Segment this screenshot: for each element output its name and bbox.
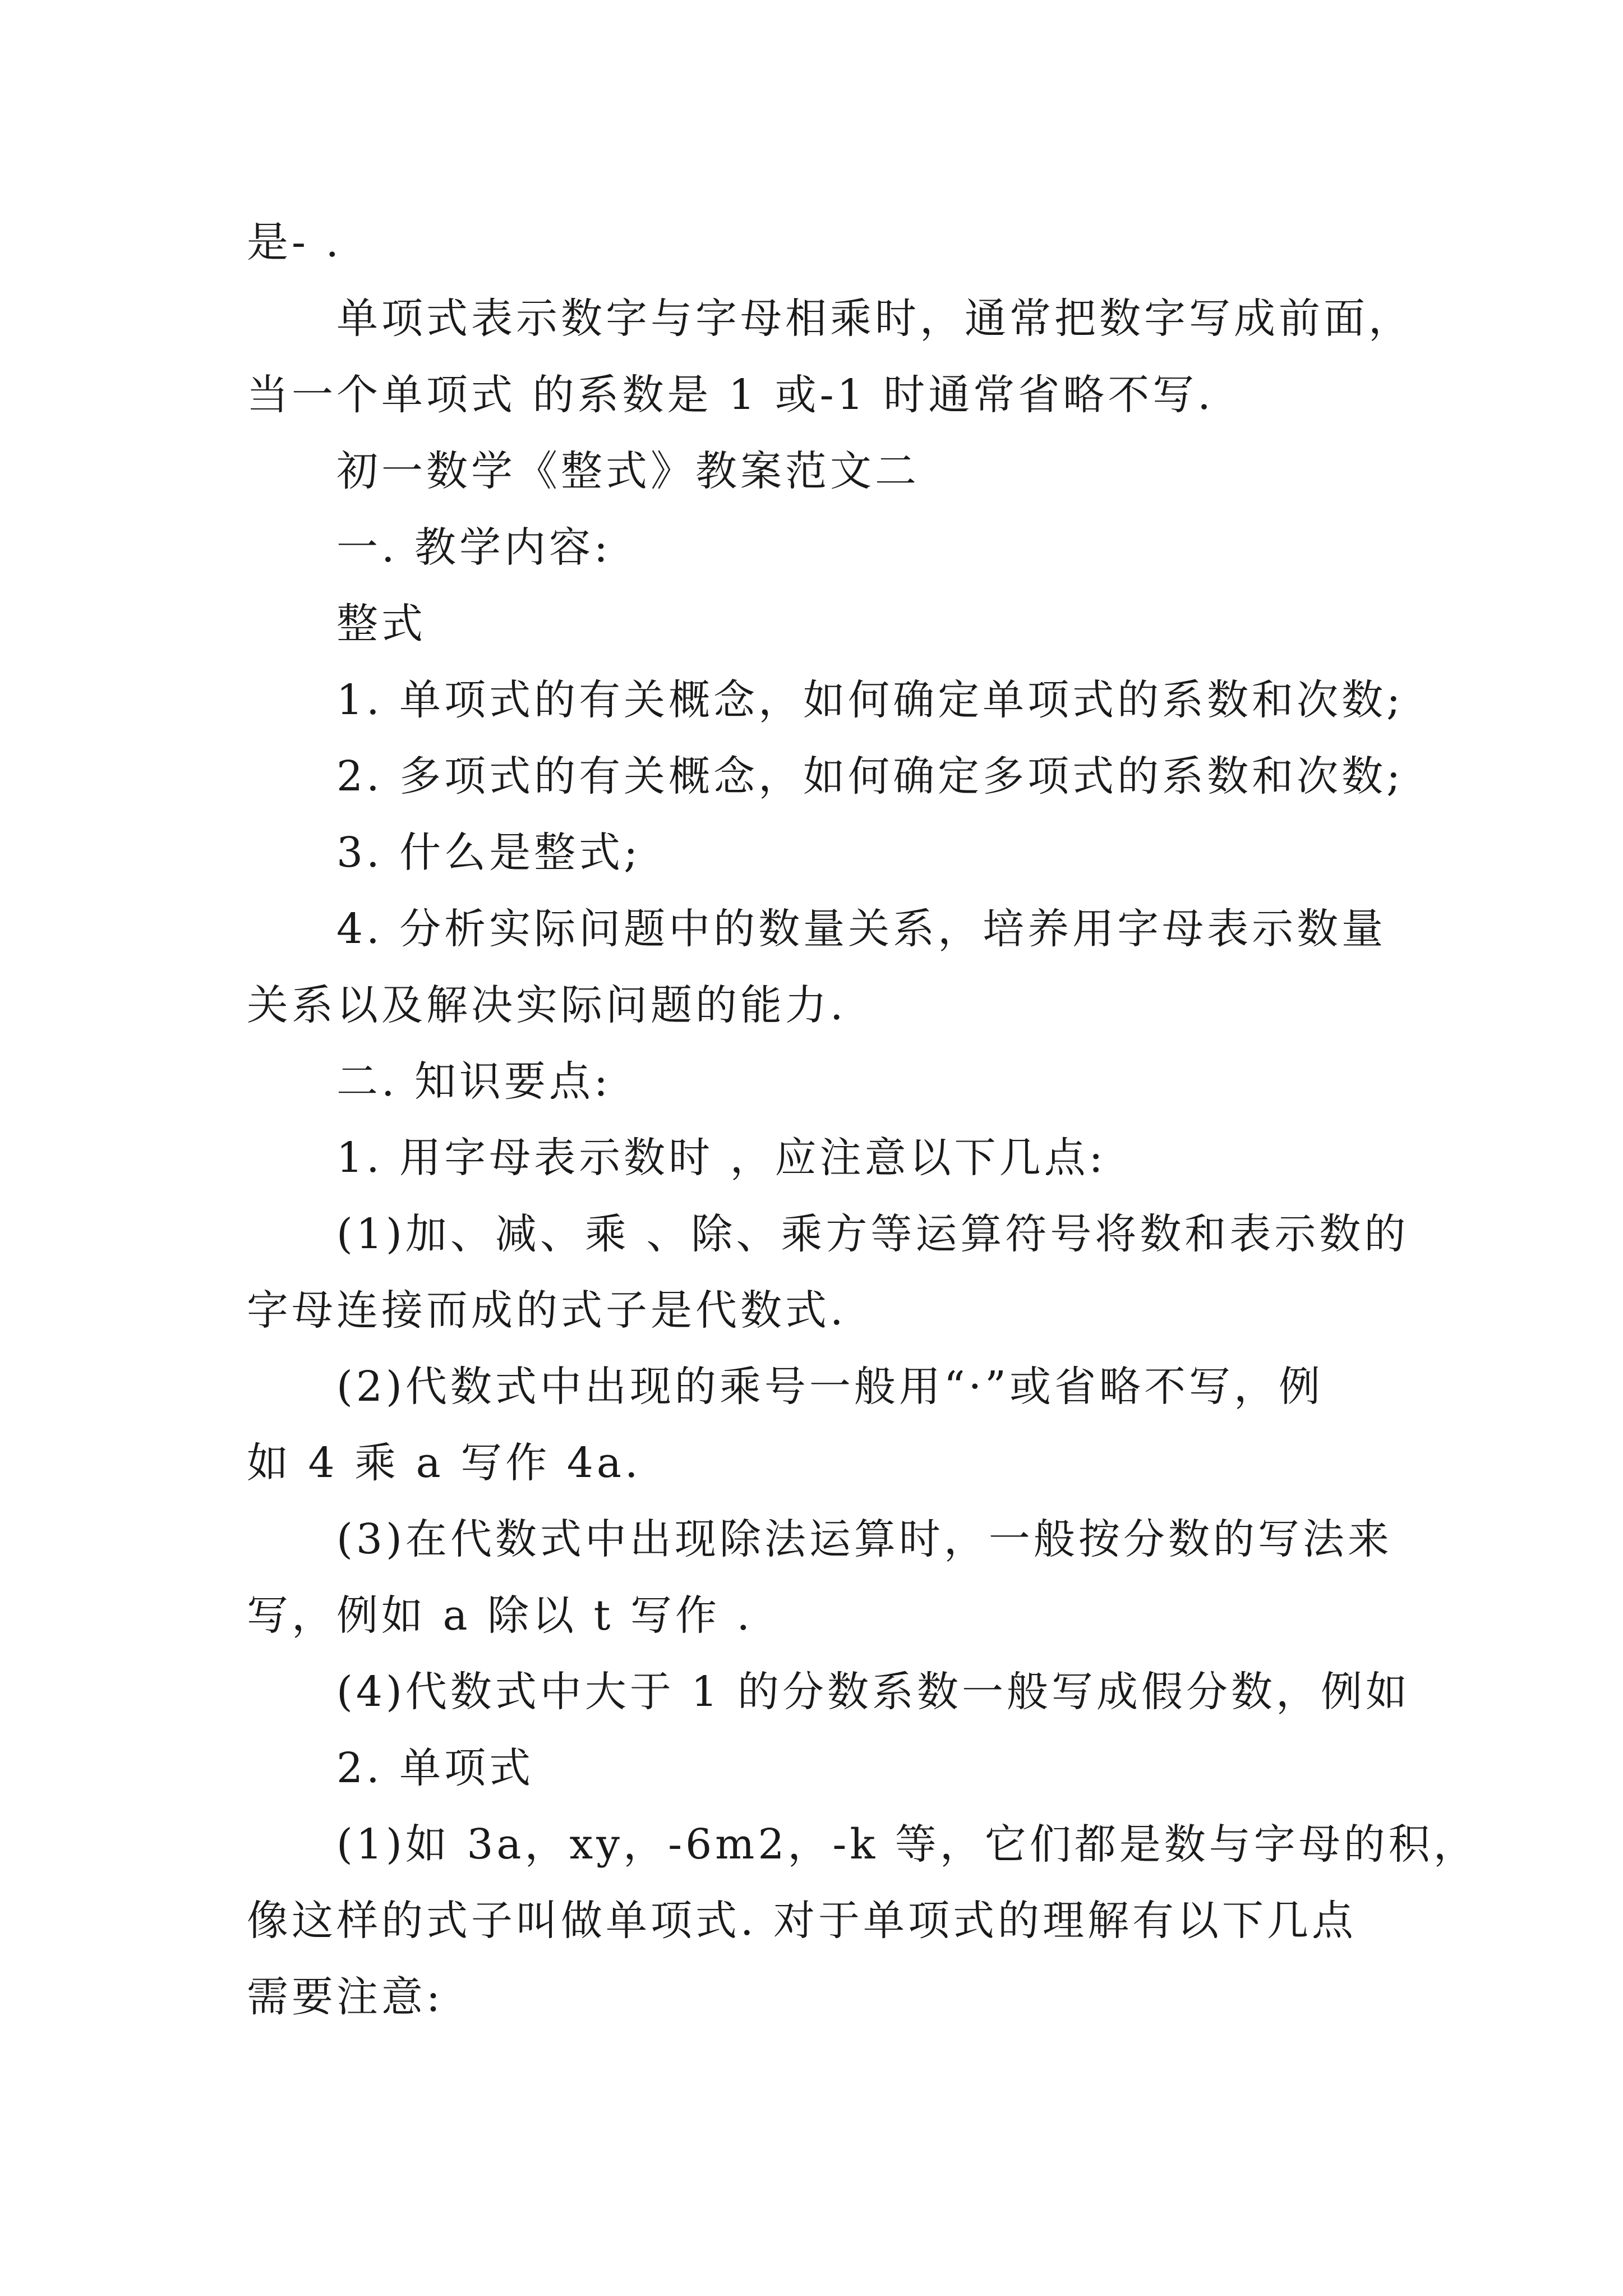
text-line: 如 4 乘 a 写作 4a. xyxy=(247,1439,642,1487)
list-item: (4)代数式中大于 1 的分数系数一般写成假分数，例如 xyxy=(336,1668,1410,1716)
list-item: (2)代数式中出现的乘号一般用“·”或省略不写，例 xyxy=(336,1363,1324,1411)
list-item: 1. 用字母表示数时 ，应注意以下几点: xyxy=(336,1134,1106,1182)
text-line: 当一个单项式 的系数是 1 或-1 时通常省略不写. xyxy=(247,371,1214,419)
list-item: 4. 分析实际问题中的数量关系，培养用字母表示数量 xyxy=(336,905,1387,953)
text-line: 写，例如 a 除以 t 写作 . xyxy=(247,1591,753,1640)
list-item: (1)如 3a，xy，-6m2，-k 等，它们都是数与字母的积， xyxy=(336,1820,1478,1869)
list-item: (3)在代数式中出现除法运算时，一般按分数的写法来 xyxy=(336,1515,1393,1563)
text-line: 整式 xyxy=(336,600,426,648)
section-heading: 二. 知识要点: xyxy=(336,1057,611,1106)
section-title: 初一数学《整式》教案范文二 xyxy=(336,447,920,495)
text-line: 字母连接而成的式子是代数式. xyxy=(247,1286,847,1335)
list-item: 1. 单项式的有关概念，如何确定单项式的系数和次数; xyxy=(336,676,1404,724)
list-item: 2. 多项式的有关概念，如何确定多项式的系数和次数; xyxy=(336,752,1404,800)
list-item: 2. 单项式 xyxy=(336,1744,534,1792)
text-line: 是- . xyxy=(247,218,343,266)
text-line: 单项式表示数字与字母相乘时，通常把数字写成前面， xyxy=(336,295,1413,343)
text-line: 像这样的式子叫做单项式. 对于单项式的理解有以下几点 xyxy=(247,1897,1357,1945)
text-line: 关系以及解决实际问题的能力. xyxy=(247,981,847,1029)
list-item: 3. 什么是整式; xyxy=(336,829,642,877)
section-heading: 一. 教学内容: xyxy=(336,523,611,572)
text-line: 需要注意: xyxy=(247,1973,444,2021)
list-item: (1)加、减、乘 、除、乘方等运算符号将数和表示数的 xyxy=(336,1210,1409,1258)
